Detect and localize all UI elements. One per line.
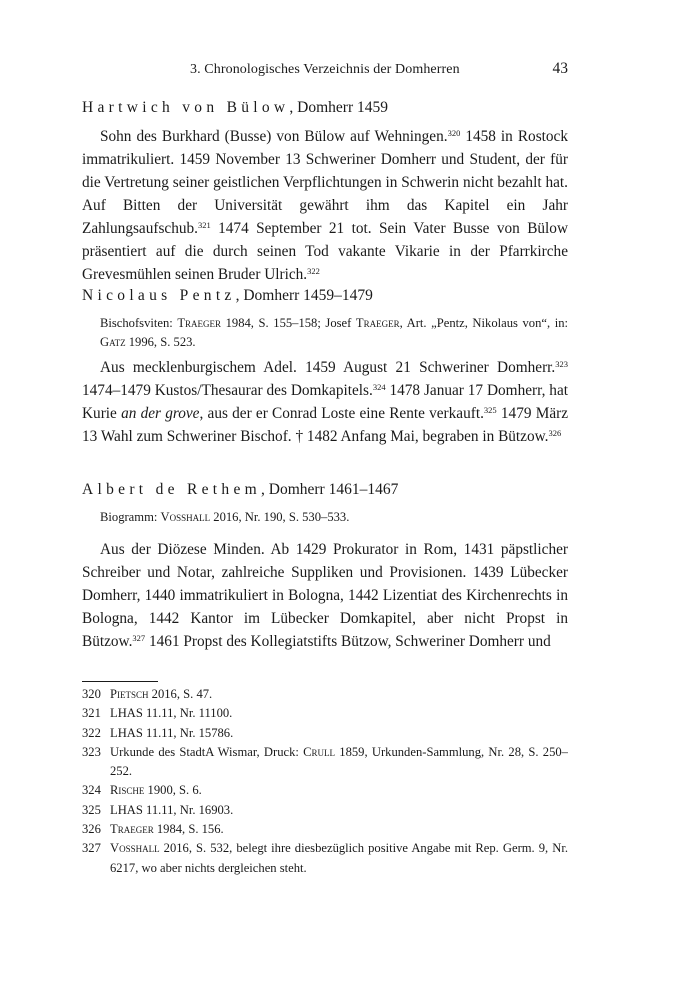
entry-name: Nicolaus Pentz	[82, 287, 236, 304]
running-head-title: 3. Chronologisches Verzeichnis der Domherren	[190, 62, 460, 77]
footnote-text: 1900, S. 6.	[144, 783, 202, 798]
literature-text: 2016, Nr. 190, S. 530–533.	[210, 510, 350, 524]
footnote-ref: 321	[197, 220, 211, 230]
footnote-number: 323	[82, 744, 101, 759]
author-name: Vosshall	[160, 510, 211, 524]
footnote	[82, 724, 568, 743]
entry-body-buelow	[82, 125, 568, 286]
footnotes	[82, 685, 568, 878]
footnote-ref: 327	[132, 633, 146, 643]
entry-rank: , Domherr 1459	[289, 99, 388, 116]
footnote	[82, 801, 568, 820]
footnote-text: 2016, S. 47.	[148, 687, 213, 701]
entry-heading-buelow	[82, 98, 388, 118]
body-text-run: 1478 Januar 17 Domherr, hat Kurie	[82, 382, 568, 422]
footnote	[82, 704, 568, 723]
footnote-text: LHAS 11.11, Nr. 15786.	[110, 725, 234, 740]
footnote-number: 327	[82, 841, 101, 856]
footnote-number: 322	[82, 725, 101, 740]
running-head	[82, 62, 568, 82]
author-name: Traeger	[355, 316, 400, 330]
author-name: Pietsch	[110, 687, 149, 701]
footnote-number: 324	[82, 783, 101, 798]
author-name: Crull	[303, 744, 336, 759]
author-name: Gatz	[100, 335, 126, 349]
body-text-run: 1474–1479 Kustos/Thesaurar des Domkapitels.	[82, 382, 373, 399]
page-number: 43	[552, 60, 568, 77]
author-name: Traeger	[110, 822, 154, 837]
footnote-ref: 323	[555, 359, 568, 369]
footnote-ref: 320	[447, 128, 461, 138]
footnote-number: 321	[82, 706, 101, 721]
body-text-run: 1479 März 13 Wahl zum Schweriner Bischof. † 1482 Anfang Mai, begraben in Bützow.	[82, 405, 568, 445]
footnote-ref: 324	[372, 382, 386, 392]
entry-name: Hartwich von Bülow	[82, 99, 290, 116]
literature-text: Bischofsviten:	[100, 316, 178, 330]
body-text-run: Aus der Diözese Minden. Ab 1429 Prokurator in Rom, 1431 päpstlicher Schreiber und Notar, zahlreiche Suppliken und Provisionen. 1439 Lübecker Domherr, 1440 immatrikuliert in Bologna, 1442 Lizentiat des Kirchenrechts in Bologna, 1442 Kantor im Lübecker Domkapitel, aber nicht Propst in Bützow.	[82, 541, 568, 650]
footnote	[82, 839, 568, 878]
footnote-ref: 326	[548, 428, 562, 438]
footnote-number: 325	[82, 802, 101, 817]
footnote-divider	[82, 681, 158, 682]
body-text-run: , aus der er Conrad Loste eine Rente verkauft.	[199, 405, 484, 422]
entry-rank: , Domherr 1461–1467	[261, 481, 399, 498]
footnote-ref: 322	[307, 266, 320, 276]
entry-heading-rethem	[82, 480, 398, 500]
entry-heading-pentz	[82, 286, 373, 306]
footnote	[82, 820, 568, 839]
footnote-number: 326	[82, 822, 101, 837]
body-text-run: Aus mecklenburgischem Adel. 1459 August 21 Schweriner Domherr.	[100, 359, 556, 376]
footnote-number: 320	[82, 687, 101, 701]
footnote-text: 1859, Urkunden-Sammlung, Nr. 28, S. 250–252.	[110, 744, 568, 779]
footnote-text: LHAS 11.11, Nr. 11100.	[110, 706, 233, 721]
literature-text: 1984, S. 155–158; Josef	[221, 316, 356, 330]
footnote-text: LHAS 11.11, Nr. 16903.	[110, 802, 234, 817]
footnote	[82, 743, 568, 782]
author-name: Vosshall	[110, 841, 160, 856]
footnote-text: Urkunde des StadtA Wismar, Druck:	[110, 744, 304, 759]
italic-term: an der grove	[121, 405, 200, 422]
body-text-run: 1461 Propst des Kollegiatstifts Bützow, Schweriner Domherr und	[145, 633, 551, 650]
footnote-text: 2016, S. 532, belegt ihre diesbezüglich positive Angabe mit Rep. Germ. 9, Nr. 6217, wo aber nichts dergleichen steht.	[110, 841, 568, 875]
author-name: Rische	[110, 783, 145, 798]
literature-text: 1996, S. 523.	[125, 335, 196, 349]
literature-note-pentz	[100, 314, 568, 352]
body-text-run: Sohn des Burkhard (Busse) von Bülow auf Wehningen.	[100, 128, 448, 145]
footnote-ref: 325	[483, 405, 497, 415]
literature-note-rethem	[100, 508, 568, 527]
entry-rank: , Domherr 1459–1479	[235, 287, 373, 304]
footnote-text: 1984, S. 156.	[153, 822, 224, 837]
literature-text: , Art. „Pentz, Nikolaus von“, in:	[399, 316, 568, 330]
body-text-run: 1458 in Rostock immatrikuliert. 1459 November 13 Schweriner Domherr und Student, der für die Vertretung seiner geistlichen Verpflichtungen in Schwerin nicht bezahlt hat. Auf Bitten der Universität gewährt ihm das Kapitel ein Jahr Zahlungsaufschub.	[82, 128, 568, 237]
entry-name: Albert de Rethem	[82, 481, 261, 498]
footnote	[82, 781, 568, 800]
footnote	[82, 685, 568, 704]
entry-body-rethem	[82, 538, 568, 653]
literature-text: Biogramm:	[100, 510, 161, 524]
author-name: Traeger	[177, 316, 222, 330]
body-text-run: 1474 September 21 tot. Sein Vater Busse von Bülow präsentiert auf die durch seinen Tod vakante Vikarie in der Pfarrkirche Grevesmühlen seinen Bruder Ulrich.	[82, 220, 568, 283]
entry-body-pentz	[82, 356, 568, 448]
